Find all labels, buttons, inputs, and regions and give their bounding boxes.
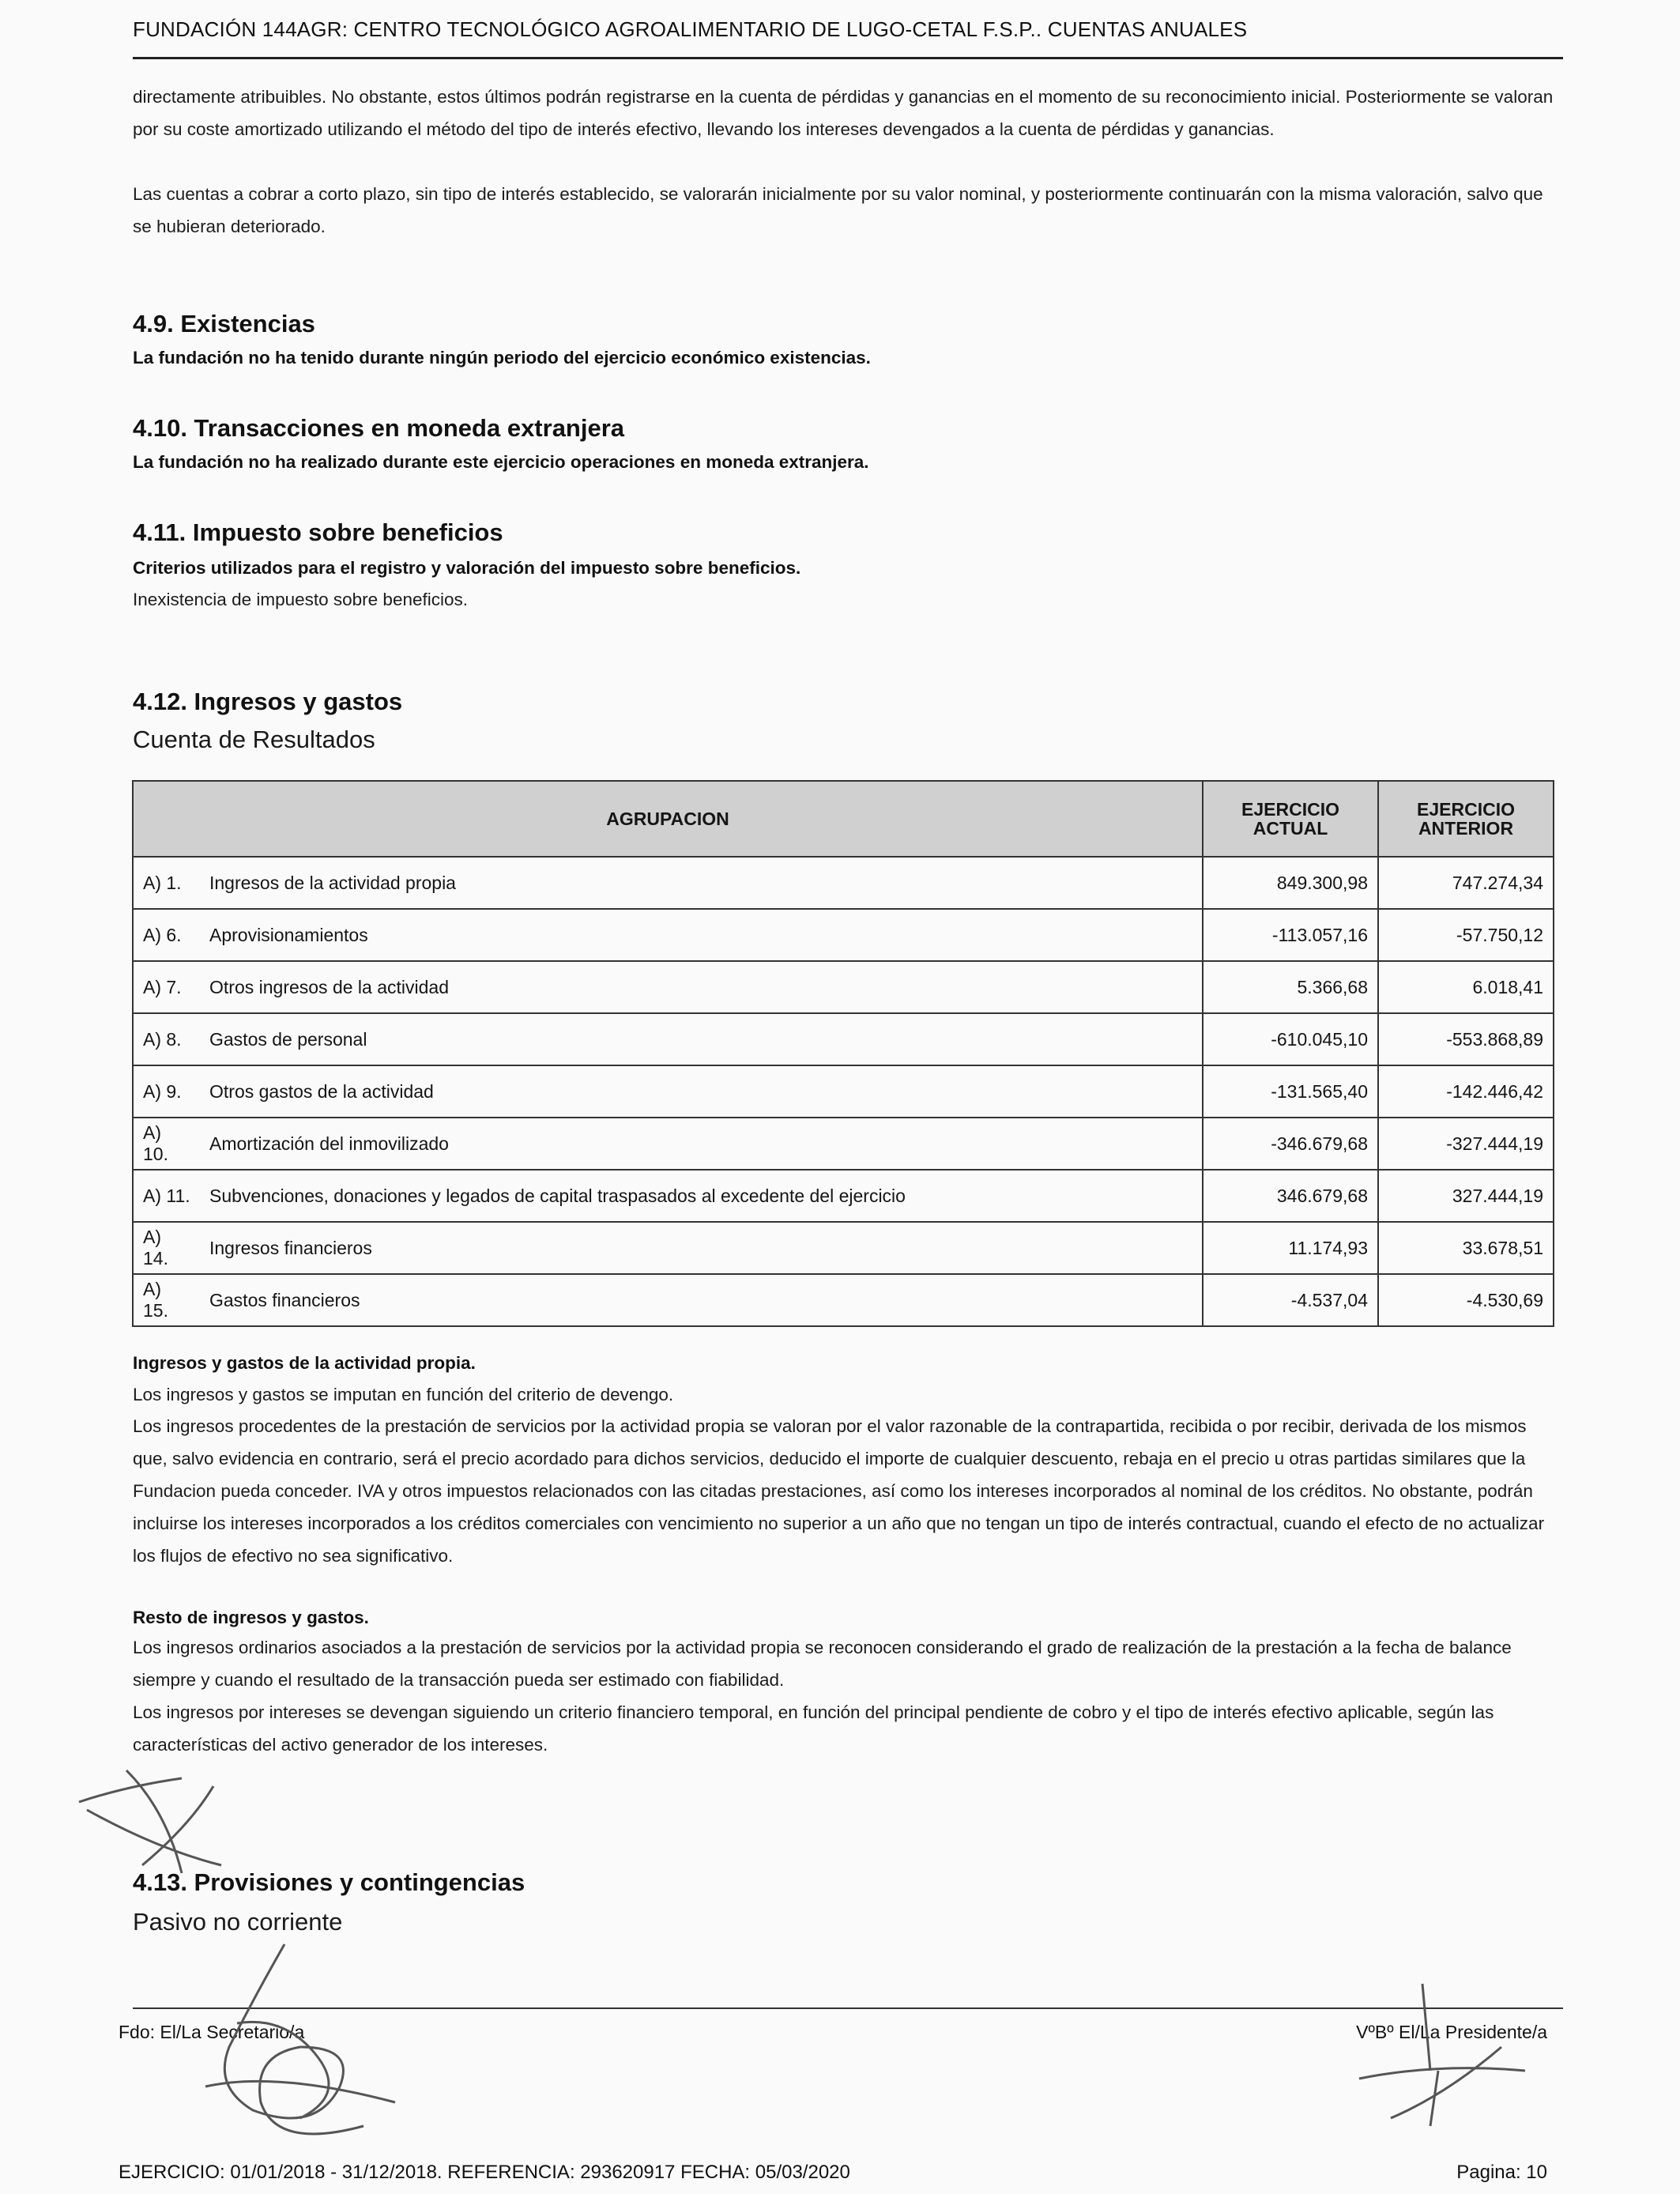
table-row xyxy=(133,1274,1554,1326)
section-4-10-title: 4.10. Transacciones en moneda extranjera xyxy=(133,414,625,442)
row-value-anterior: -327.444,19 xyxy=(1378,1118,1554,1170)
row-value-actual: -131.565,40 xyxy=(1203,1065,1378,1118)
president-sign-label: VºBº El/La Presidente/a xyxy=(1356,2022,1547,2042)
table-row xyxy=(133,1118,1554,1170)
row-label: Gastos financieros xyxy=(200,1274,1203,1326)
row-value-anterior: 6.018,41 xyxy=(1378,961,1554,1013)
row-value-anterior: -142.446,42 xyxy=(1378,1065,1554,1118)
row-code: A) 10. xyxy=(133,1118,200,1170)
table-row xyxy=(133,1170,1554,1222)
row-code: A) 9. xyxy=(133,1065,200,1118)
header-agrupacion: AGRUPACION xyxy=(133,781,1203,857)
section-4-12-title: 4.12. Ingresos y gastos xyxy=(133,688,403,715)
table-header-row xyxy=(133,781,1554,857)
row-value-anterior: 327.444,19 xyxy=(1378,1170,1554,1222)
section-4-13-subtitle: Pasivo no corriente xyxy=(133,1908,343,1936)
row-value-actual: 346.679,68 xyxy=(1203,1170,1378,1222)
table-row xyxy=(133,909,1554,961)
row-label: Amortización del inmovilizado xyxy=(200,1118,1203,1170)
row-label: Otros gastos de la actividad xyxy=(200,1065,1203,1118)
row-code: A) 14. xyxy=(133,1222,200,1274)
row-code: A) 15. xyxy=(133,1274,200,1326)
document-header: FUNDACIÓN 144AGR: CENTRO TECNOLÓGICO AGROALIMENTARIO DE LUGO-CETAL F.S.P.. CUENTAS ANUALES xyxy=(133,17,1248,41)
secretary-sign-label: Fdo: El/La Secretario/a xyxy=(119,2022,305,2042)
row-label: Gastos de personal xyxy=(200,1013,1203,1065)
row-label: Subvenciones, donaciones y legados de capital traspasados al excedente del ejercicio xyxy=(200,1170,1203,1222)
row-value-anterior: -57.750,12 xyxy=(1378,909,1554,961)
rest-title: Resto de ingresos y gastos. xyxy=(133,1608,369,1627)
row-code: A) 7. xyxy=(133,961,200,1013)
table-row xyxy=(133,1065,1554,1118)
row-value-actual: 5.366,68 xyxy=(1203,961,1378,1013)
table-row xyxy=(133,1013,1554,1065)
row-code: A) 11. xyxy=(133,1170,200,1222)
row-code: A) 8. xyxy=(133,1013,200,1065)
intro-paragraph-1: directamente atribuibles. No obstante, estos últimos podrán registrarse en la cuenta de pérdidas y ganancias en el momento de su reconocimiento inicial. Posteriormente se valoran por su coste amortizado utilizando el método del tipo de interés efectivo, llevando los intereses devengados a la cuenta de pérdidas y ganancias. xyxy=(133,87,1554,139)
row-value-anterior: 33.678,51 xyxy=(1378,1222,1554,1274)
secretary-signature xyxy=(158,1928,411,2166)
section-4-9-title: 4.9. Existencias xyxy=(133,310,315,337)
row-value-actual: -610.045,10 xyxy=(1203,1013,1378,1065)
section-4-11-criteria: Criterios utilizados para el registro y valoración del impuesto sobre beneficios. xyxy=(133,558,801,578)
header-rule xyxy=(133,57,1563,59)
row-value-anterior: 747.274,34 xyxy=(1378,857,1554,909)
table-row xyxy=(133,961,1554,1013)
president-signature xyxy=(1343,1976,1549,2134)
section-4-11-title: 4.11. Impuesto sobre beneficios xyxy=(133,518,503,546)
table-row xyxy=(133,1222,1554,1274)
row-value-actual: -346.679,68 xyxy=(1203,1118,1378,1170)
row-label: Otros ingresos de la actividad xyxy=(200,961,1203,1013)
row-label: Ingresos financieros xyxy=(200,1222,1203,1274)
header-ejercicio-actual: EJERCICIO ACTUAL xyxy=(1203,781,1378,857)
row-value-actual: 11.174,93 xyxy=(1203,1222,1378,1274)
section-4-9-text: La fundación no ha tenido durante ningún periodo del ejercicio económico existencias. xyxy=(133,348,871,368)
table-row xyxy=(133,857,1554,909)
section-4-10-text: La fundación no ha realizado durante este ejercicio operaciones en moneda extranjera. xyxy=(133,452,869,472)
page-number: Pagina: 10 xyxy=(1456,2162,1547,2183)
row-label: Ingresos de la actividad propia xyxy=(200,857,1203,909)
own-activity-paragraph: Los ingresos procedentes de la prestación de servicios por la actividad propia se valoran por el valor razonable de la contrapartida, recibida o por recibir, derivada de los mismos que, salvo evidencia en contrario, será el precio acordado para dichos servicios, deducido el importe de cualquier descuento, rebaja en el precio u otras partidas similares que la Fundacion pueda conceder. IVA y otros impuestos relacionados con las citadas prestaciones, así como los intereses incorporados al nominal de los créditos. No obstante, podrán incluirse los intereses incorporados a los créditos comerciales con vencimiento no superior a un año que no tengan un tipo de interés contractual, cuando el efecto de no actualizar los flujos de efectivo no sea significativo. xyxy=(133,1416,1545,1566)
row-value-actual: -113.057,16 xyxy=(1203,909,1378,961)
rest-paragraph-2: Los ingresos por intereses se devengan siguiendo un criterio financiero temporal, en función del principal pendiente de cobro y el tipo de interés efectivo aplicable, según las características del activo generador de los intereses. xyxy=(133,1702,1494,1755)
rest-paragraph-1: Los ingresos ordinarios asociados a la prestación de servicios por la actividad propia se reconocen considerando el grado de realización de la prestación a la fecha de balance siempre y cuando el resultado de la transacción pueda ser estimado con fiabilidad. xyxy=(133,1638,1512,1690)
header-ejercicio-anterior: EJERCICIO ANTERIOR xyxy=(1378,781,1554,857)
signature-mark-left-margin xyxy=(63,1755,253,1881)
row-value-actual: -4.537,04 xyxy=(1203,1274,1378,1326)
row-code: A) 6. xyxy=(133,909,200,961)
intro-paragraph-2: Las cuentas a cobrar a corto plazo, sin tipo de interés establecido, se valorarán inicialmente por su valor nominal, y posteriormente continuarán con la misma valoración, salvo que se hubieran deteriorado. xyxy=(133,184,1543,236)
row-code: A) 1. xyxy=(133,857,200,909)
row-value-actual: 849.300,98 xyxy=(1203,857,1378,909)
own-activity-line: Los ingresos y gastos se imputan en función del criterio de devengo. xyxy=(133,1385,674,1404)
section-4-13-title: 4.13. Provisiones y contingencias xyxy=(133,1868,525,1896)
row-value-anterior: -4.530,69 xyxy=(1378,1274,1554,1326)
section-4-11-text: Inexistencia de impuesto sobre beneficios. xyxy=(133,590,468,609)
own-activity-title: Ingresos y gastos de la actividad propia. xyxy=(133,1353,476,1373)
exercise-reference: EJERCICIO: 01/01/2018 - 31/12/2018. REFERENCIA: 293620917 FECHA: 05/03/2020 xyxy=(119,2162,850,2183)
results-table xyxy=(132,780,1554,1327)
row-value-anterior: -553.868,89 xyxy=(1378,1013,1554,1065)
row-label: Aprovisionamientos xyxy=(200,909,1203,961)
section-4-12-subtitle: Cuenta de Resultados xyxy=(133,726,375,753)
